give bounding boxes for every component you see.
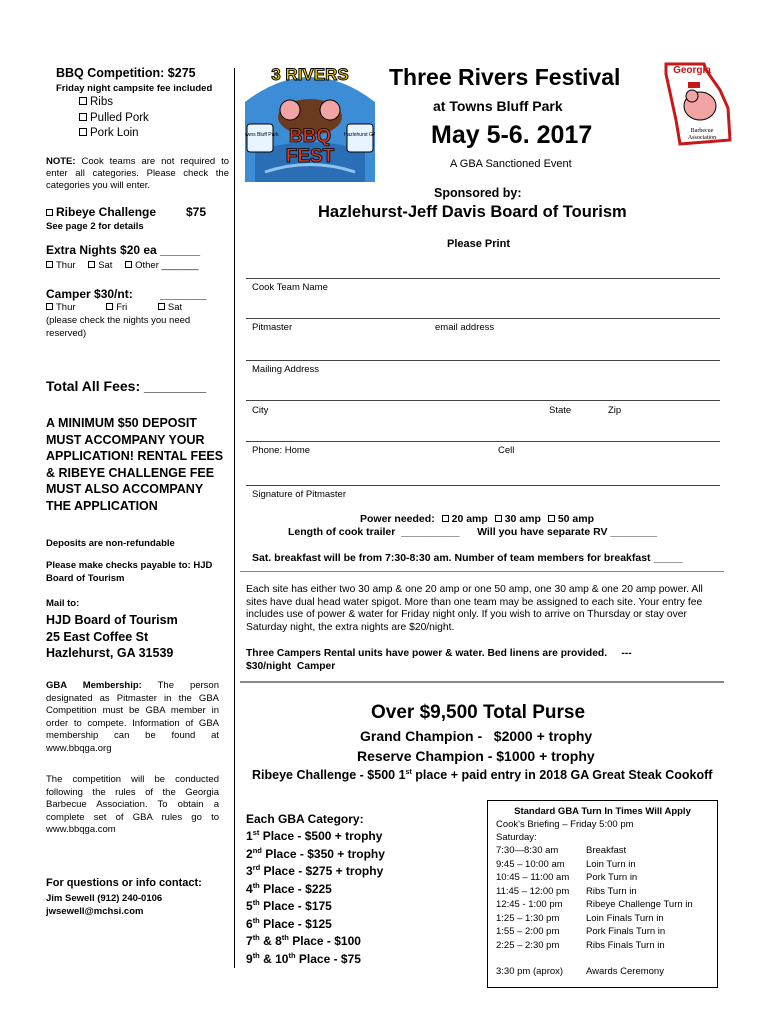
logo-bbq-text: BBQ [288, 126, 332, 147]
cell-label: Cell [498, 445, 515, 456]
checkbox[interactable] [106, 303, 113, 310]
checkbox[interactable] [46, 303, 53, 310]
ga-bbq-association-logo [658, 60, 738, 154]
place-1: 1st Place - $500 + trophy [246, 828, 383, 843]
schedule-box [487, 800, 718, 988]
nonrefundable-note: Deposits are non-refundable [46, 538, 175, 549]
extra-nights: Extra Nights $20 ea ______ [46, 243, 201, 257]
bbq-fest-logo-image [245, 62, 375, 182]
place-4: 4th Place - $225 [246, 880, 332, 896]
camper-label: Camper $30/nt: [46, 287, 133, 301]
column-divider [234, 68, 235, 968]
extra-nights-days [46, 260, 198, 271]
checkbox[interactable] [88, 261, 95, 268]
contact-email: jwsewell@mchsi.com [46, 906, 144, 917]
power-20-amp[interactable]: 20 amp [442, 513, 488, 525]
email-label: email address [435, 322, 495, 333]
sponsor-name: Hazlehurst-Jeff Davis Board of Tourism [318, 203, 627, 221]
pitmaster-label: Pitmaster [252, 322, 293, 333]
contact-name: Jim Sewell (912) 240-0106 [46, 893, 163, 904]
festival-title: Three Rivers Festival [389, 64, 621, 90]
checkbox[interactable] [46, 261, 53, 268]
state-label: State [549, 405, 572, 416]
meat-option-pork-loin[interactable]: Pork Loin [79, 126, 149, 142]
section-divider [240, 571, 724, 572]
camper-note: (please check the nights you need reserved) [46, 315, 191, 339]
place-9-10: 9th & 10th Place - $75 [246, 950, 361, 966]
extra-night-other[interactable]: Other _______ [125, 260, 198, 271]
schedule-saturday: Saturday: [496, 832, 537, 843]
schedule-rows [496, 845, 709, 953]
questions-label: For questions or info contact: [46, 877, 202, 889]
cook-team-label: Cook Team Name [252, 282, 328, 293]
campers-info: Three Campers Rental units have power & water. Bed linens are provided. --- $30/night Camper [246, 648, 638, 672]
section-divider-2 [240, 681, 724, 683]
purse-title: Over $9,500 Total Purse [371, 702, 586, 723]
city-label: City [252, 405, 269, 416]
checkbox[interactable] [158, 303, 165, 310]
site-info: Each site has either two 30 amp & one 20 amp or one 50 amp, one 30 amp & one 20 amp power. All sites have dual head water spigot. More than one team may be assigned to each site. Your entry fee includes use of power & water for Friday night only. If you wish to arrive on Thursday or stay over Saturday night, the extra nights are $20/night. [246, 584, 703, 633]
place-7-8: 7th & 8th Place - $100 [246, 933, 361, 948]
ga-logo-line2: Association [687, 135, 717, 141]
camper-days [46, 302, 182, 313]
schedule-briefing: Cook's Briefing – Friday 5:00 pm [496, 819, 634, 830]
signature-line[interactable] [246, 485, 720, 486]
mail-to-label: Mail to: [46, 598, 80, 609]
festival-date: May 5-6. 2017 [431, 121, 593, 149]
festival-location: at Towns Bluff Park [433, 98, 563, 114]
meat-checklist [79, 95, 149, 142]
bbq-competition-subtitle: Friday night campsite fee included [56, 83, 213, 94]
cook-team-line[interactable] [246, 278, 720, 279]
camper-fri[interactable]: Fri [106, 302, 127, 313]
breakfast-note: Sat. breakfast will be from 7:30-8:30 am. Number of team members for breakfast _____ [252, 552, 683, 564]
zip-label: Zip [608, 405, 622, 416]
trailer-length: Length of cook trailer __________ Will you have separate RV ________ [288, 526, 658, 538]
logo-fest-text: FEST [285, 146, 335, 167]
place-5: 5th Place - $175 [246, 898, 332, 913]
checkbox[interactable] [46, 209, 53, 216]
checkbox[interactable] [79, 128, 87, 136]
power-50-amp[interactable]: 50 amp [548, 513, 594, 525]
pitmaster-line[interactable] [246, 318, 720, 319]
ga-logo-line1: Barbecue [690, 128, 714, 134]
schedule-title: Standard GBA Turn In Times Will Apply [514, 806, 691, 817]
schedule-row: 10:45 – 11:00 am Pork Turn in [496, 872, 638, 883]
ga-logo-image [658, 60, 738, 154]
checkbox[interactable] [125, 261, 132, 268]
schedule-ceremony: 3:30 pm (aprox) Awards Ceremony [496, 966, 664, 977]
sponsored-by-label: Sponsored by: [434, 186, 522, 200]
deposit-warning: A MINIMUM $50 DEPOSIT MUST ACCOMPANY YOUR APPLICATION! RENTAL FEES & RIBEYE CHALLENGE FEE MUST ALSO ACCOMPANY THE APPLICATION [46, 416, 224, 513]
camper-sat[interactable]: Sat [158, 302, 182, 313]
camper-thur[interactable]: Thur [46, 302, 76, 313]
ga-logo-name: Georgia [673, 65, 711, 76]
bbq-competition-title: BBQ Competition: $275 [56, 66, 196, 80]
schedule-row: 11:45 – 12:00 pm Ribs Turn in [496, 885, 637, 897]
checkbox[interactable] [548, 515, 555, 522]
schedule-row: 7:30—8:30 am Breakfast [496, 845, 627, 856]
checkbox[interactable] [79, 97, 87, 105]
mail-address: HJD Board of Tourism 25 East Coffee St Hazlehurst, GA 31539 [46, 613, 178, 660]
extra-night-sat[interactable]: Sat [88, 260, 112, 271]
grand-champion: Grand Champion - $2000 + trophy [360, 728, 593, 744]
checkbox[interactable] [79, 113, 87, 121]
schedule-row: 9:45 – 10:00 am Loin Turn in [496, 858, 636, 870]
mailing-address-label: Mailing Address [252, 364, 320, 375]
power-30-amp[interactable]: 30 amp [495, 513, 541, 525]
mailing-address-line[interactable] [246, 360, 720, 361]
place-2: 2nd Place - $350 + trophy [246, 845, 385, 861]
checkbox[interactable] [442, 515, 449, 522]
extra-night-thur[interactable]: Thur [46, 260, 76, 271]
rules-text: The competition will be conducted following the rules of the Georgia Barbecue Association. To obtain a complete set of GBA rules go to www.bbqga.com [46, 774, 219, 835]
gba-membership: GBA Membership: The person designated as Pitmaster in the GBA Competition must be GBA member in order to compete. Information of GBA membership can be found at www.bbqga.org [46, 680, 219, 754]
logo-left-sign: Towns Bluff Park [245, 132, 279, 138]
schedule-row: 2:25 – 2:30 pm Ribs Finals Turn in [496, 939, 665, 951]
places-list [246, 828, 385, 968]
meat-option-pulled-pork[interactable]: Pulled Pork [79, 111, 149, 127]
phone-line[interactable] [246, 441, 720, 442]
bbq-fest-logo [245, 62, 375, 182]
schedule-row: 1:25 – 1:30 pm Loin Finals Turn in [496, 912, 664, 924]
reserve-champion: Reserve Champion - $1000 + trophy [357, 748, 595, 764]
signature-label: Signature of Pitmaster [252, 489, 346, 500]
power-needed: Power needed: 20 amp 30 amp 50 amp [360, 513, 595, 525]
schedule-row: 12:45 - 1:00 pm Ribeye Challenge Turn in [496, 899, 693, 910]
schedule-row: 1:55 – 2:00 pm Pork Finals Turn in [496, 926, 666, 937]
place-6: 6th Place - $125 [246, 915, 332, 931]
please-print: Please Print [447, 238, 510, 250]
city-line[interactable] [246, 400, 720, 401]
place-3: 3rd Place - $275 + trophy [246, 863, 384, 878]
total-fees: Total All Fees: ________ [46, 378, 207, 394]
ribeye-prize: Ribeye Challenge - $500 1st place + paid entry in 2018 GA Great Steak Cookoff [252, 768, 713, 782]
camper-blank: _______ [160, 287, 207, 301]
ribeye-challenge-option[interactable]: Ribeye Challenge $75 [46, 205, 226, 219]
places-title: Each GBA Category: [246, 812, 364, 826]
logo-top-text: 3 RIVERS [271, 65, 349, 84]
logo-right-sign: Hazlehurst GA [343, 132, 375, 138]
checkbox[interactable] [495, 515, 502, 522]
note-text: NOTE: Cook teams are not required to enter all categories. Please check the categories you will enter. [46, 156, 229, 191]
checks-payable: Please make checks payable to: HJD Board of Tourism [46, 560, 213, 584]
phone-home-label: Phone: Home [252, 445, 311, 456]
ribeye-note: See page 2 for details [46, 221, 144, 232]
sanctioned-text: A GBA Sanctioned Event [450, 158, 572, 170]
meat-option-ribs[interactable]: Ribs [79, 95, 149, 111]
